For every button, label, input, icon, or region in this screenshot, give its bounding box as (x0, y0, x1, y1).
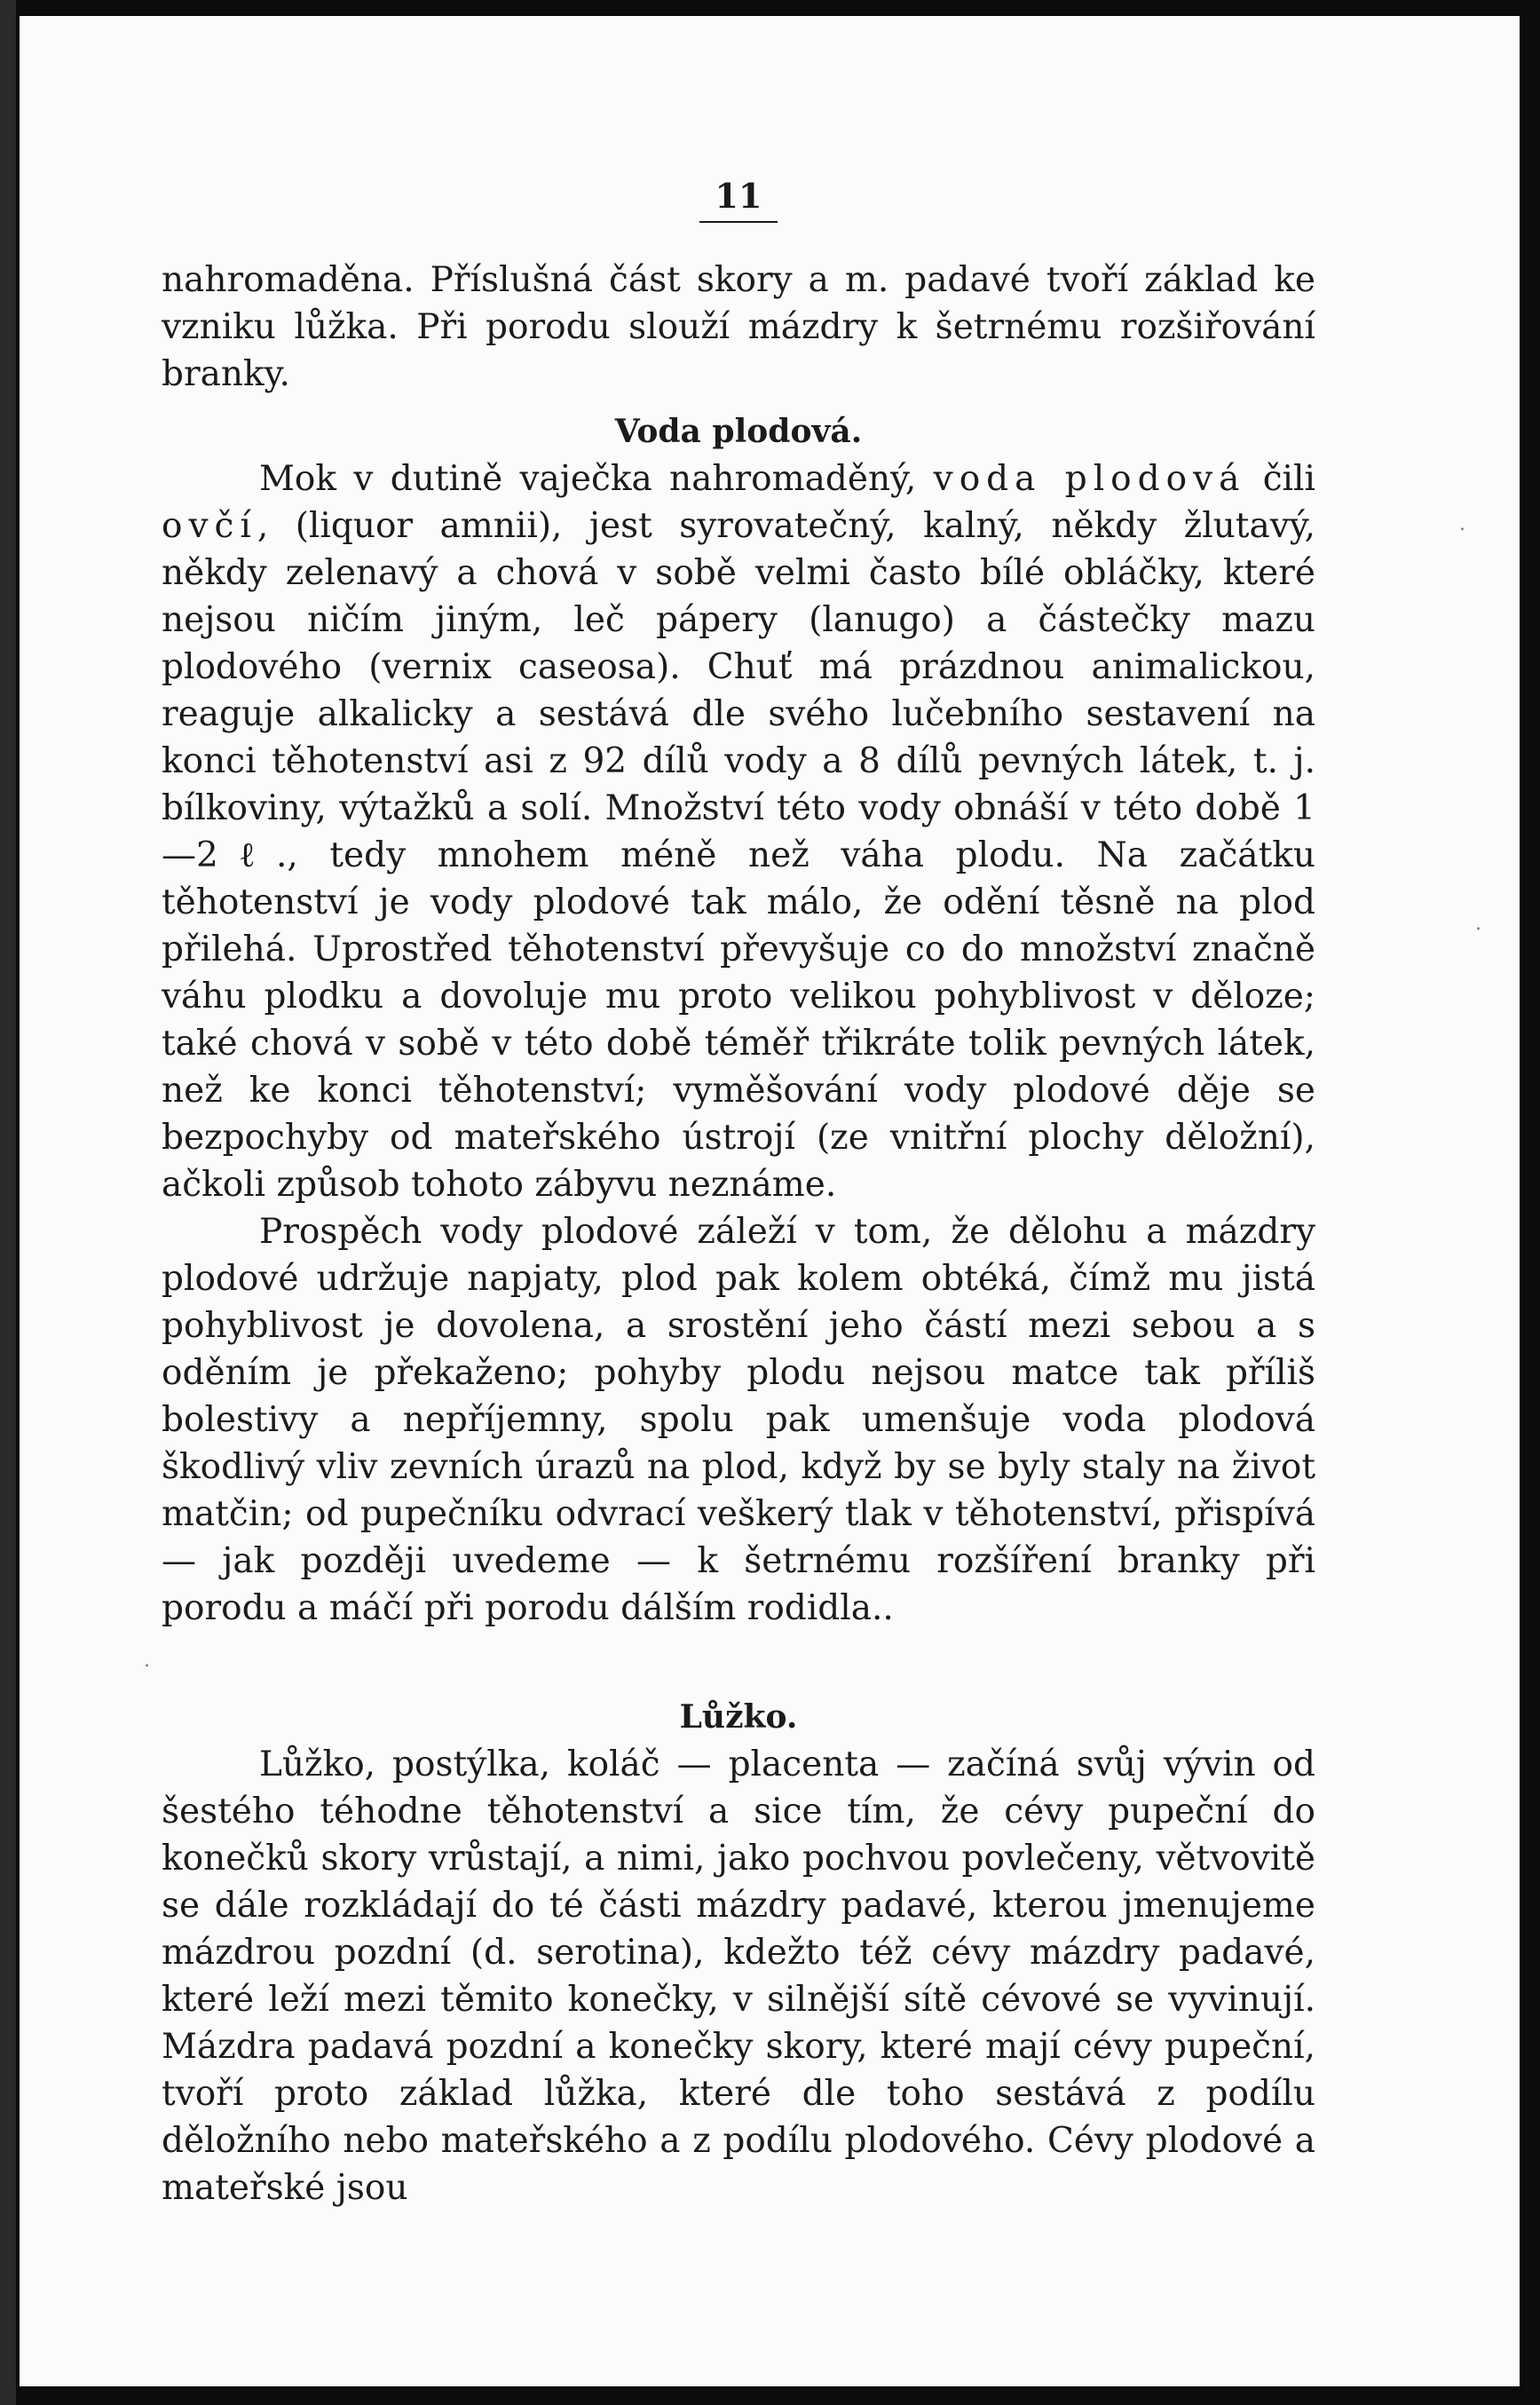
heading-voda-plodova: Voda plodová. (614, 413, 863, 450)
scan-speck: . (1459, 513, 1465, 535)
text-block (162, 176, 1315, 2211)
paragraph-1: nahromaděna. Příslušná část skory a m. padavé tvoří základ ke vzniku lůžka. Při porodu slouží mázdry k šetrnému rozšiřování branky. (162, 260, 1315, 394)
paragraph-2: Mok v dutině vaječka nahromaděný, voda plodová čili ovčí, (liquor amnii), jest syrovatečný, kalný, někdy žlutavý, někdy zelenavý a chová v sobě velmi často bílé obláčky, které nejsou ničím jiným, leč pápery (lanugo) a částečky mazu plodového (vernix caseosa). Chuť má prázdnou animalickou, reaguje alkalicky a sestává dle svého lučebního sestavení na konci těhotenství asi z 92 dílů vody a 8 dílů pevných látek, t. j. bílkoviny, výtažků a solí. Množství této vody obnáší v této době 1—2ℓ., tedy mnohem méně než váha plodu. Na začátku těhotenství je vody plodové tak málo, že odění těsně na plod přilehá. Uprostřed těhotenství převyšuje co do množství značně váhu plodku a dovoluje mu proto velikou pohyblivost v děloze; také chová v sobě v této době téměř třikráte tolik pevných látek, než ke konci těhotenství; vyměšování vody plodové děje se bezpochyby od mateřského ústrojí (ze vnitřní plochy děložní), ačkoli způsob tohoto zábyvu neznáme. (162, 459, 1315, 1205)
scan-speck: . (1475, 913, 1481, 935)
paragraph-4: Lůžko, postýlka, koláč — placenta — začíná svůj vývin od šestého téhodne těhotenství a sice tím, že cévy pupeční do konečků skory vrůstají, a nimi, jako pochvou povlečeny, větvovitě se dále rozkládají do té části mázdry padavé, kterou jmenujeme mázdrou pozdní (d. serotina), kdežto též cévy mázdry padavé, které leží mezi těmito konečky, v silnější sítě cévové se vyvinují. Mázdra padavá pozdní a konečky skory, které mají cévy pupeční, tvoří proto základ lůžka, které dle toho sestává z podílu děložního nebo mateřského a z podílu plodového. Cévy plodové a mateřské jsou (162, 1744, 1315, 2208)
scan-left-edge (0, 0, 16, 2405)
page-number: 11 (162, 176, 1315, 223)
heading-luzko: Lůžko. (679, 1698, 798, 1736)
scan-speck: . (144, 1649, 150, 1672)
book-page (20, 16, 1520, 2386)
paragraph-3: Prospěch vody plodové záleží v tom, že dělohu a mázdry plodové udržuje napjaty, plod pak kolem obtéká, čímž mu jistá pohyblivost je dovolena, a srostění jeho částí mezi sebou a s oděním je překaženo; pohyby plodu nejsou matce tak příliš bolestivy a nepříjemny, spolu pak umenšuje voda plodová škodlivý vliv zevních úrazů na plod, když by se byly staly na život matčin; od pupečníku odvrací veškerý tlak v těhotenství, přispívá — jak později uvedeme — k šetrnému rozšíření branky při porodu a máčí při porodu dálším rodidla.. (162, 1212, 1315, 1628)
